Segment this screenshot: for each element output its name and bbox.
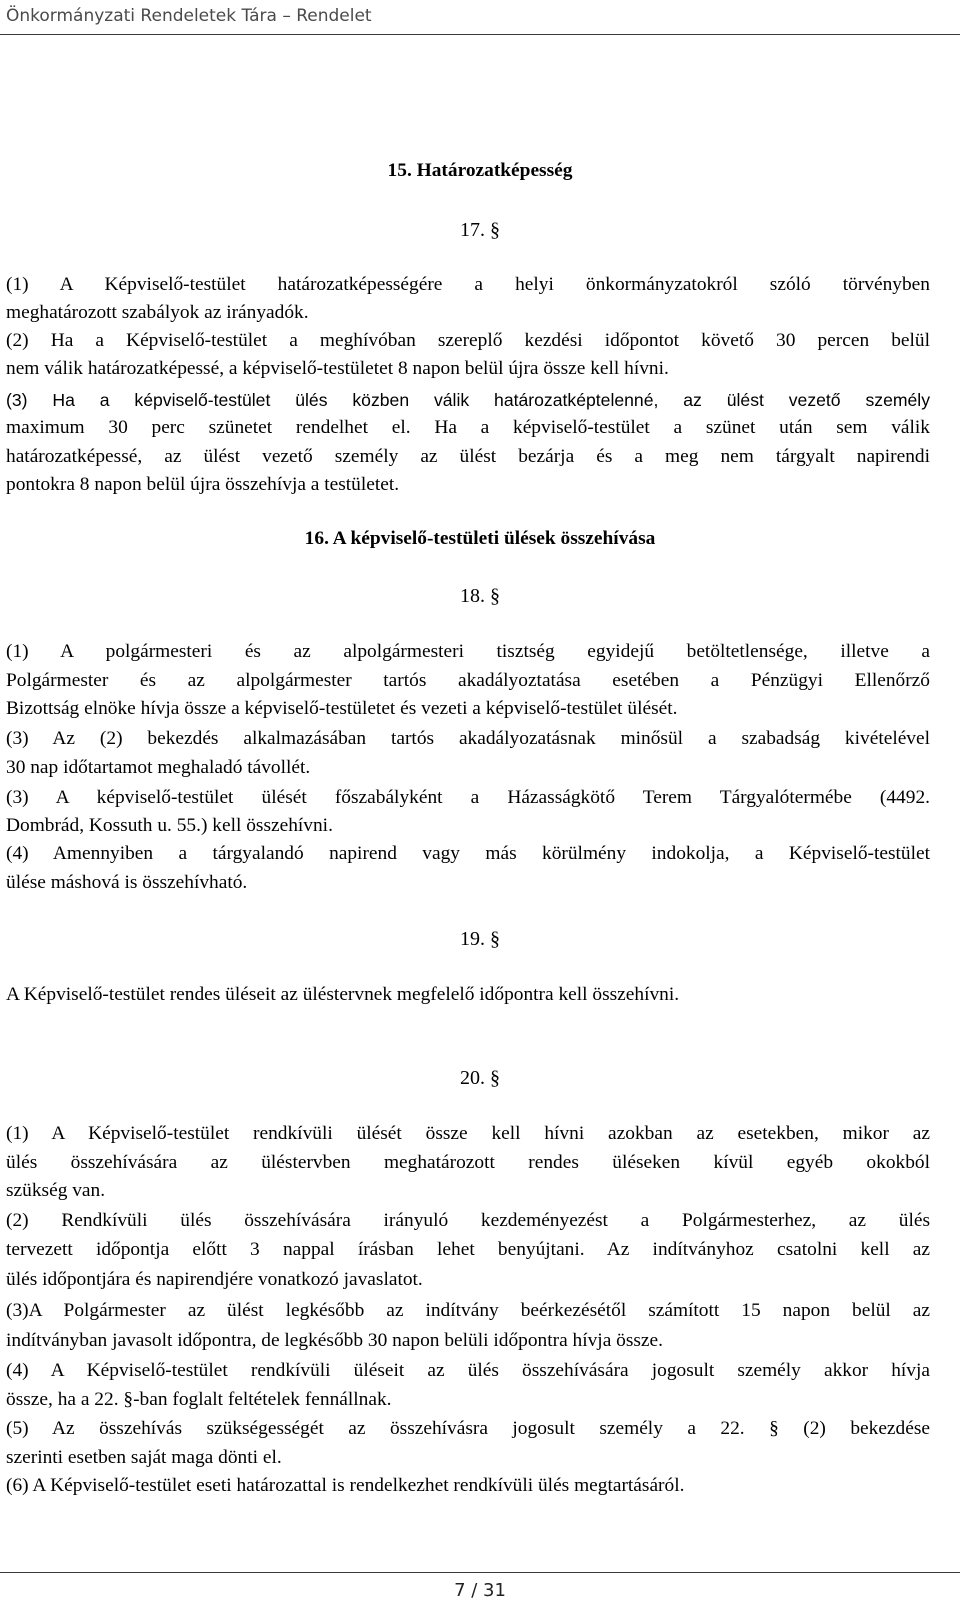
text-line: 30 nap időtartamot meghaladó távollét. bbox=[6, 757, 311, 778]
text-line: nem válik határozatképessé, a képviselő-testületet 8 napon belül újra össze kell hívni. bbox=[6, 358, 669, 379]
text-line: tervezett időpontja előtt 3 nappal írásban lehet benyújtani. Az indítványhoz csatolni kell az bbox=[6, 1239, 930, 1260]
text-line: (3) Ha a képviselő-testület ülés közben válik határozatképtelenné, az ülést vezető személy bbox=[6, 390, 930, 410]
page-number: 7 / 31 bbox=[454, 1580, 506, 1601]
footer-divider bbox=[0, 1572, 960, 1573]
text-line: (1) A polgármesteri és az alpolgármesteri tisztség egyidejű betöltetlensége, illetve a bbox=[6, 641, 930, 662]
header-divider bbox=[0, 34, 960, 35]
text-line: (2) Ha a Képviselő-testület a meghívóban szereplő kezdési időpontot követő 30 percen belül bbox=[6, 330, 930, 351]
text-line: (2) Rendkívüli ülés összehívására irányuló kezdeményezést a Polgármesterhez, az ülés bbox=[6, 1210, 930, 1231]
text-line: (6) A Képviselő-testület eseti határozattal is rendelkezhet rendkívüli ülés megtartásáról. bbox=[6, 1475, 685, 1496]
section-17-number: 17. § bbox=[460, 219, 500, 241]
text-line: (4) A Képviselő-testület rendkívüli üléseit az ülés összehívására jogosult személy akkor hívja bbox=[6, 1360, 930, 1381]
text-line: pontokra 8 napon belül újra összehívja a testületet. bbox=[6, 474, 400, 495]
text-line: (1) A Képviselő-testület rendkívüli ülését össze kell hívni azokban az esetekben, mikor az bbox=[6, 1123, 930, 1144]
text-line: ülése máshová is összehívható. bbox=[6, 872, 248, 893]
text-line: Polgármester és az alpolgármester tartós akadályoztatása esetében a Pénzügyi Ellenőrző bbox=[6, 670, 930, 691]
text-line: ülés időpontjára és napirendjére vonatkozó javaslatot. bbox=[6, 1269, 423, 1290]
section-20-number: 20. § bbox=[460, 1067, 500, 1089]
text-line: (1) A Képviselő-testület határozatképességére a helyi önkormányzatokról szóló törvényben bbox=[6, 274, 930, 295]
heading-16: 16. A képviselő-testületi ülések összehívása bbox=[304, 528, 656, 549]
text-line: határozatképessé, az ülést vezető személy az ülést bezárja és a meg nem tárgyalt napirendi bbox=[6, 446, 930, 467]
page-header bbox=[0, 0, 960, 36]
text-line: Dombrád, Kossuth u. 55.) kell összehívni. bbox=[6, 815, 333, 836]
text-line: (3) A képviselő-testület ülését főszabályként a Házasságkötő Terem Tárgyalótermébe (4492. bbox=[6, 787, 930, 808]
text-line: Bizottság elnöke hívja össze a képviselő-testületet és vezeti a képviselő-testület ülését. bbox=[6, 698, 678, 719]
text-line: meghatározott szabályok az irányadók. bbox=[6, 302, 309, 323]
text-line: (4) Amennyiben a tárgyalandó napirend vagy más körülmény indokolja, a Képviselő-testület bbox=[6, 843, 930, 864]
text-line: (3) Az (2) bekezdés alkalmazásában tartós akadályozatásnak minősül a szabadság kivételével bbox=[6, 728, 930, 749]
section-19-number: 19. § bbox=[460, 928, 500, 950]
text-line: szükség van. bbox=[6, 1180, 106, 1201]
header-title: Önkormányzati Rendeletek Tára – Rendelet bbox=[6, 6, 372, 26]
heading-15: 15. Határozatképesség bbox=[387, 160, 573, 181]
text-line: ülés összehívására az üléstervben meghatározott rendes üléseken kívül egyéb okokból bbox=[6, 1152, 930, 1173]
text-line: (5) Az összehívás szükségességét az összehívásra jogosult személy a 22. § (2) bekezdése bbox=[6, 1418, 930, 1439]
text-line: össze, ha a 22. §-ban foglalt feltételek fennállnak. bbox=[6, 1389, 392, 1410]
text-line: maximum 30 perc szünetet rendelhet el. Ha a képviselő-testület a szünet után sem válik bbox=[6, 417, 930, 438]
section-18-number: 18. § bbox=[460, 585, 500, 607]
text-line: szerinti esetben saját maga dönti el. bbox=[6, 1447, 282, 1468]
text-line: indítványban javasolt időpontra, de legkésőbb 30 napon belüli időpontra hívja össze. bbox=[6, 1330, 663, 1351]
text-line: (3)A Polgármester az ülést legkésőbb az indítvány beérkezésétől számított 15 napon belül az bbox=[6, 1300, 930, 1321]
text-line: A Képviselő-testület rendes üléseit az üléstervnek megfelelő időpontra kell összehívni. bbox=[6, 984, 680, 1005]
